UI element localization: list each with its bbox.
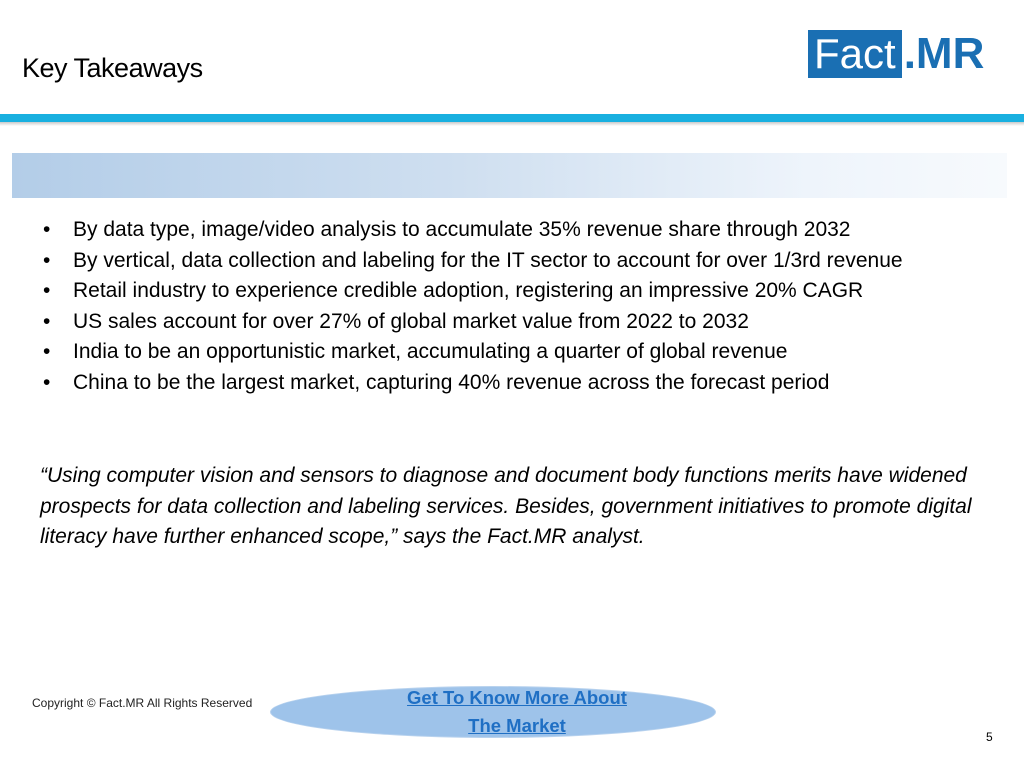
list-item-text: By data type, image/video analysis to accumulate 35% revenue share through 2032 [73,218,851,241]
list-item-text: India to be an opportunistic market, accumulating a quarter of global revenue [73,340,788,364]
page-number: 5 [986,730,993,744]
analyst-quote: “Using computer vision and sensors to diagnose and document body functions merits have widened prospects for data collection and labeling services. Besides, government initiatives to promote digital literacy have further enhanced scope,” says the Fact.MR analyst. [40,464,972,549]
bullet-icon: • [43,279,51,303]
header-rule-shadow [0,122,1024,126]
gradient-banner [12,153,1007,198]
copyright-text: Copyright © Fact.MR All Rights Reserved [32,696,253,710]
cta-link[interactable] [360,684,674,740]
list-item-text: China to be the largest market, capturing 40% revenue across the forecast period [73,370,830,394]
list-item-text: By vertical, data collection and labeling for the IT sector to account for over 1/3rd revenue [73,248,903,272]
bullet-icon: • [43,248,51,272]
takeaways-list [40,215,1000,399]
bullet-icon: • [43,340,51,364]
list-item [40,276,1000,307]
cta-link-line1[interactable]: Get To Know More About [407,687,627,708]
list-item [40,307,1000,338]
list-item-text: US sales account for over 27% of global market value from 2022 to 2032 [73,309,749,333]
factmr-logo [808,30,984,78]
list-item-text: Retail industry to experience credible adoption, registering an impressive 20% CAGR [73,279,864,303]
bullet-icon: • [43,218,51,241]
page-title: Key Takeaways [22,53,203,83]
header-accent-rule [0,114,1024,122]
list-item [40,215,1000,246]
list-item [40,368,1000,399]
cta-link-line2[interactable]: The Market [468,715,566,736]
bullet-icon: • [43,370,51,394]
bullet-icon: • [43,309,51,333]
logo-fact-box: Fact [808,30,902,78]
logo-mr-text: .MR [903,29,985,78]
list-item [40,246,1000,277]
list-item [40,337,1000,368]
